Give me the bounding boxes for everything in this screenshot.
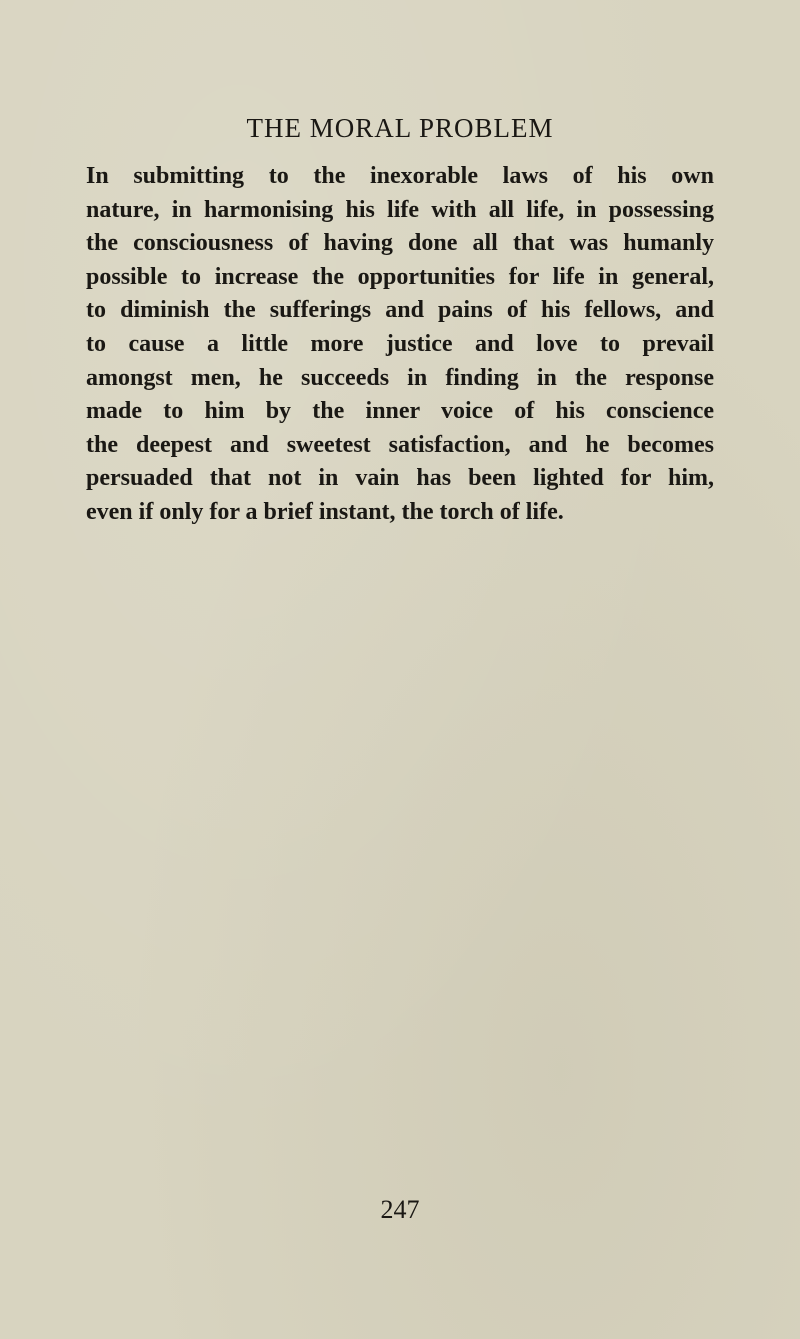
paragraph-line: made to him by the inner voice of his conscience (86, 398, 714, 425)
paragraph-line: the consciousness of having done all that was humanly (86, 230, 714, 257)
paragraph-line: even if only for a brief instant, the torch of life. (86, 498, 564, 525)
paragraph-line: nature, in harmonising his life with all life, in possessing (86, 196, 714, 223)
paragraph-line: the deepest and sweetest satisfaction, and he becomes (86, 431, 714, 458)
paragraph-line: amongst men, he succeeds in finding in the response (86, 364, 714, 391)
running-head-title: THE MORAL PROBLEM (246, 113, 554, 143)
paragraph-line: persuaded that not in vain has been lighted for him, (86, 465, 714, 492)
page-number: 247 (380, 1195, 420, 1224)
paragraph-line: to diminish the sufferings and pains of his fellows, and (86, 297, 714, 324)
body-paragraph (86, 160, 714, 530)
paragraph-line: In submitting to the inexorable laws of his own (86, 163, 714, 189)
paragraph-line: to cause a little more justice and love to prevail (86, 330, 714, 357)
paragraph-line: possible to increase the opportunities for life in general, (86, 263, 714, 290)
